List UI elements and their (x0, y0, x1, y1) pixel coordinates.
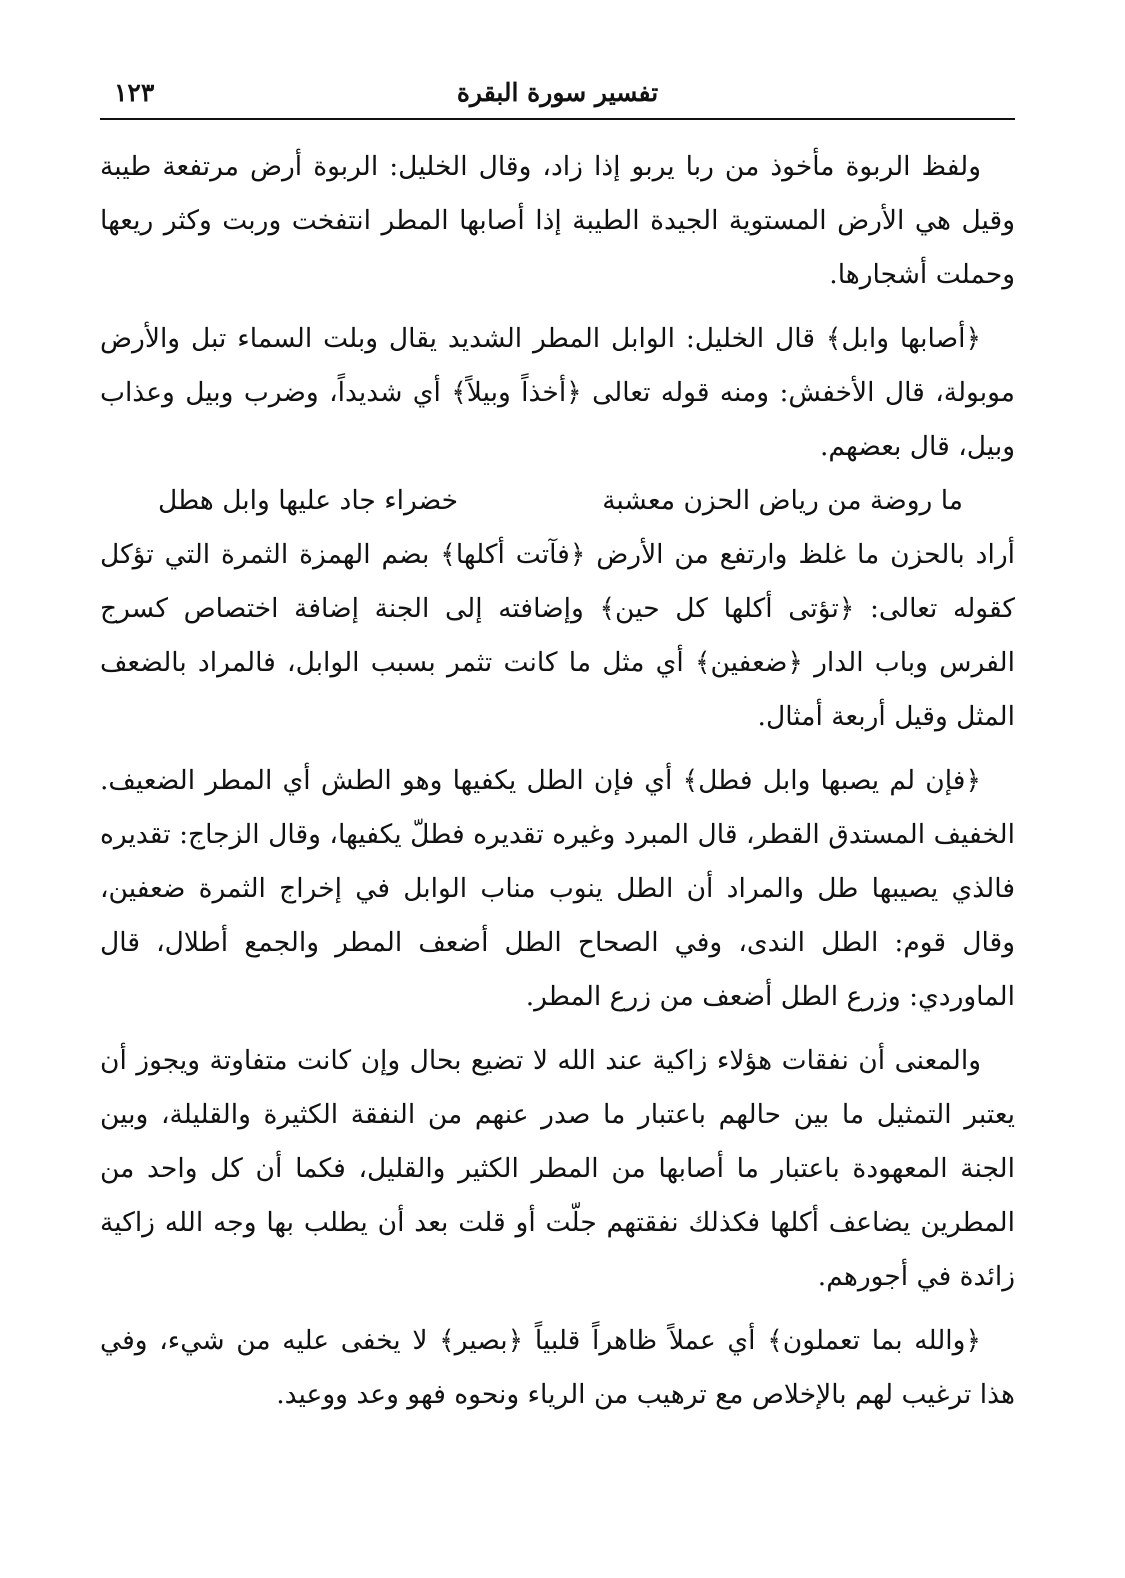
paragraph: والمعنى أن نفقات هؤلاء زاكية عند الله لا تضيع بحال وإن كانت متفاوتة ويجوز أن يعتبر التمثيل ما بين حالهم باعتبار ما صدر عنهم من النفقة الكثيرة والقليلة، وبين الجنة المعهودة باعتبار ما أصابها من المطر الكثير والقليل، فكما أن كل واحد من المطرين يضاعف أكلها فكذلك نفقتهم جلّت أو قلت بعد أن يطلب بها وجه الله زاكية زائدة في أجورهم. (100, 1045, 1015, 1292)
page-body (100, 120, 1015, 1422)
paragraph: ﴿فإن لم يصبها وابل فطل﴾ أي فإن الطل يكفيها وهو الطش أي المطر الضعيف. الخفيف المستدق القطر، قال المبرد وغيره تقديره فطلّ يكفيها، وقال الزجاج: تقديره فالذي يصيبها طل والمراد أن الطل ينوب مناب الوابل في إخراج الثمرة ضعفين، وقال قوم: الطل الندى، وفي الصحاح الطل أضعف المطر والجمع أطلال، قال الماوردي: وزرع الطل أضعف من زرع المطر. (100, 765, 1015, 1012)
page-number: ١٢٣ (114, 78, 155, 107)
paragraph: أراد بالحزن ما غلظ وارتفع من الأرض ﴿فآتت أكلها﴾ بضم الهمزة الثمرة التي تؤكل كقوله تعالى: ﴿تؤتى أكلها كل حين﴾ وإضافته إلى الجنة إضافة اختصاص كسرج الفرس وباب الدار ﴿ضعفين﴾ أي مثل ما كانت تثمر بسبب الوابل، فالمراد بالضعف المثل وقيل أربعة أمثال. (100, 539, 1015, 732)
running-title: تفسير سورة البقرة (456, 78, 659, 107)
paragraph: ﴿أصابها وابل﴾ قال الخليل: الوابل المطر الشديد يقال وبلت السماء تبل والأرض موبولة، قال الأخفش: ومنه قوله تعالى ﴿أخذاً وبيلاً﴾ أي شديداً، وضرب وبيل وعذاب وبيل، قال بعضهم. (100, 323, 1015, 462)
book-page (100, 70, 1015, 1432)
poem-first-hemistich: ما روضة من رياض الحزن معشبة (602, 485, 963, 516)
paragraph: ﴿والله بما تعملون﴾ أي عملاً ظاهراً قلبياً ﴿بصير﴾ لا يخفى عليه من شيء، وفي هذا ترغيب لهم بالإخلاص مع ترهيب من الرياء ونحوه فهو وعد ووعيد. (100, 1325, 1015, 1410)
poem-verse (100, 474, 1015, 528)
page-header (100, 70, 1015, 120)
paragraph: ولفظ الربوة مأخوذ من ربا يربو إذا زاد، وقال الخليل: الربوة أرض مرتفعة طيبة وقيل هي الأرض المستوية الجيدة الطيبة إذا أصابها المطر انتفخت وربت وكثر ريعها وحملت أشجارها. (100, 151, 1015, 290)
poem-second-hemistich: خضراء جاد عليها وابل هطل (158, 485, 459, 516)
